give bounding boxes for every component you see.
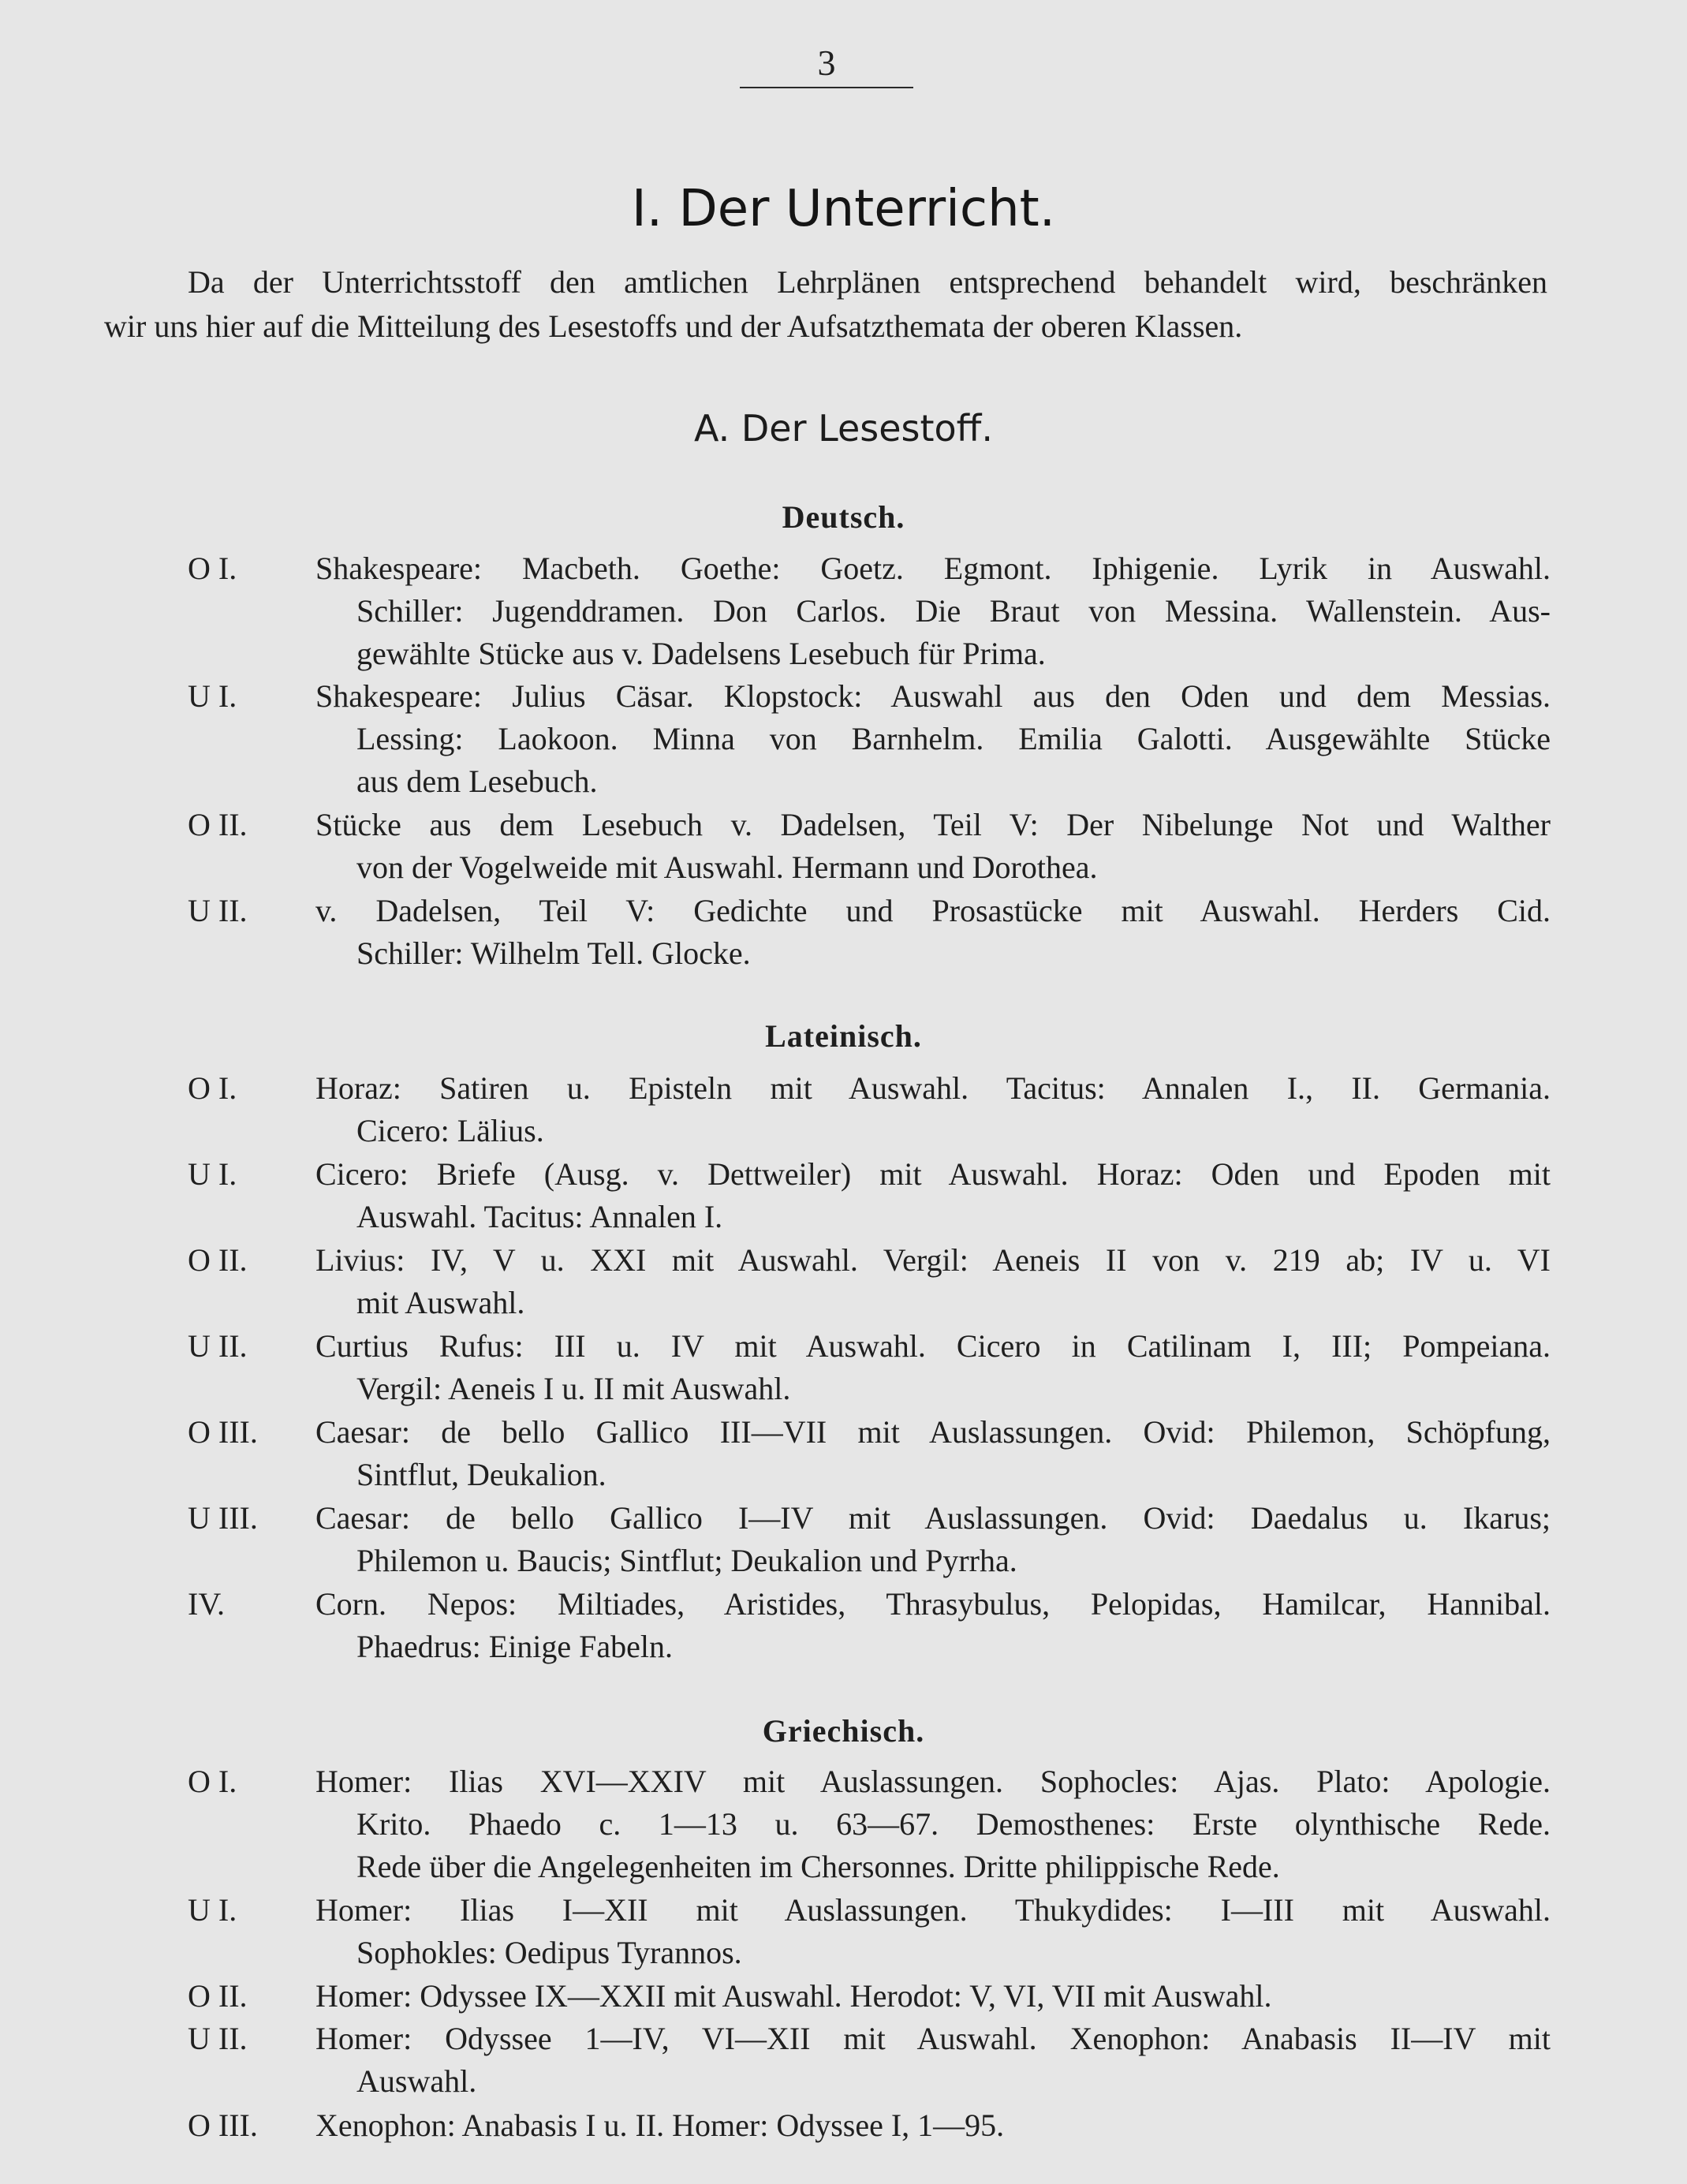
class-label: U I. [188, 678, 237, 714]
entry-text [315, 1411, 1551, 1496]
class-label: O II. [188, 807, 248, 842]
entry-line: Sophokles: Oedipus Tyrannos. [356, 1935, 742, 1970]
class-label: O I. [188, 551, 237, 586]
entry-line: Homer: Ilias XVI—XXIV mit Auslassungen. Sophocles: Ajas. Plato: Apologie. [315, 1764, 1551, 1799]
entry-text [315, 547, 1551, 675]
entry-line: Shakespeare: Macbeth. Goethe: Goetz. Egmont. Iphigenie. Lyrik in Auswahl. [315, 551, 1551, 586]
intro-line: wir uns hier auf die Mitteilung des Lesestoffs und der Aufsatzthemata der oberen Klassen. [104, 308, 1243, 344]
entry-text [315, 1760, 1551, 1888]
entry-line: Homer: Ilias I—XII mit Auslassungen. Thukydides: I—III mit Auswahl. [315, 1892, 1551, 1928]
entry-line: Schiller: Jugenddramen. Don Carlos. Die Braut von Messina. Wallenstein. Aus- [356, 593, 1551, 629]
entry-text [315, 1497, 1551, 1582]
class-label: O I. [188, 1070, 237, 1106]
entry-text [315, 1067, 1551, 1152]
entry-line: Homer: Odyssee 1—IV, VI—XII mit Auswahl. Xenophon: Anabasis II—IV mit [315, 2021, 1551, 2056]
class-label: U II. [188, 1328, 248, 1364]
entry-line: Livius: IV, V u. XXI mit Auswahl. Vergil: Aeneis II von v. 219 ab; IV u. VI [315, 1242, 1551, 1278]
entry-text [315, 1583, 1551, 1668]
page-number: 3 [740, 39, 913, 88]
section-subheading: A. Der Lesestoff. [693, 407, 993, 450]
entry-text [315, 1975, 1551, 2018]
entry-line: Stücke aus dem Lesebuch v. Dadelsen, Teil V: Der Nibelunge Not und Walther [315, 807, 1551, 842]
entry-text [315, 1889, 1551, 1974]
entry-text [315, 675, 1551, 803]
chapter-heading: I. Der Unterricht. [631, 180, 1056, 238]
entry-line: Caesar: de bello Gallico I—IV mit Auslassungen. Ovid: Daedalus u. Ikarus; [315, 1500, 1551, 1536]
class-label: O II. [188, 1242, 248, 1278]
entry-line: Cicero: Briefe (Ausg. v. Dettweiler) mit Auswahl. Horaz: Oden und Epoden mit [315, 1156, 1551, 1192]
entry-text [315, 2104, 1551, 2147]
entry-line: Horaz: Satiren u. Episteln mit Auswahl. Tacitus: Annalen I., II. Germania. [315, 1070, 1551, 1106]
entry-line: aus dem Lesebuch. [356, 763, 598, 799]
entry-line: Auswahl. Tacitus: Annalen I. [356, 1199, 723, 1234]
class-label: IV. [188, 1586, 226, 1622]
entry-line: Xenophon: Anabasis I u. II. Homer: Odyssee I, 1—95. [315, 2107, 1005, 2143]
class-label: U I. [188, 1156, 237, 1192]
class-label: O III. [188, 1414, 258, 1450]
entry-line: Caesar: de bello Gallico III—VII mit Auslassungen. Ovid: Philemon, Schöpfung, [315, 1414, 1551, 1450]
entry-line: v. Dadelsen, Teil V: Gedichte und Prosastücke mit Auswahl. Herders Cid. [315, 893, 1551, 928]
class-label: O III. [188, 2107, 258, 2143]
entry-line: Corn. Nepos: Miltiades, Aristides, Thrasybulus, Pelopidas, Hamilcar, Hannibal. [315, 1586, 1551, 1622]
class-label: O II. [188, 1978, 248, 2014]
class-label: U II. [188, 893, 248, 928]
entry-line: mit Auswahl. [356, 1285, 525, 1320]
entry-line: Vergil: Aeneis I u. II mit Auswahl. [356, 1371, 791, 1406]
entry-line: Lessing: Laokoon. Minna von Barnhelm. Emilia Galotti. Ausgewählte Stücke [356, 721, 1551, 756]
entry-line: Phaedrus: Einige Fabeln. [356, 1629, 674, 1664]
section-title-griechisch: Griechisch. [762, 1713, 925, 1749]
class-label: U III. [188, 1500, 258, 1536]
class-label: O I. [188, 1764, 237, 1799]
entry-line: Cicero: Lälius. [356, 1113, 544, 1148]
section-title-deutsch: Deutsch. [782, 499, 905, 535]
entry-line: Schiller: Wilhelm Tell. Glocke. [356, 935, 751, 971]
entry-line: Sintflut, Deukalion. [356, 1457, 606, 1492]
class-label: U II. [188, 2021, 248, 2056]
entry-text [315, 1325, 1551, 1410]
entry-text [315, 804, 1551, 889]
entry-line: Shakespeare: Julius Cäsar. Klopstock: Auswahl aus den Oden und dem Messias. [315, 678, 1551, 714]
entry-line: Curtius Rufus: III u. IV mit Auswahl. Cicero in Catilinam I, III; Pompeiana. [315, 1328, 1551, 1364]
intro-paragraph [104, 260, 1547, 349]
entry-text [315, 890, 1551, 975]
section-title-lateinisch: Lateinisch. [765, 1018, 922, 1054]
entry-line: Homer: Odyssee IX—XXII mit Auswahl. Herodot: V, VI, VII mit Auswahl. [315, 1978, 1272, 2014]
entry-line: von der Vogelweide mit Auswahl. Hermann und Dorothea. [356, 849, 1098, 885]
class-label: U I. [188, 1892, 237, 1928]
entry-text [315, 1239, 1551, 1324]
intro-line: Da der Unterrichtsstoff den amtlichen Lehrplänen entsprechend behandelt wird, beschränken [188, 264, 1547, 300]
entry-text [315, 2018, 1551, 2103]
entry-line: Rede über die Angelegenheiten im Chersonnes. Dritte philippische Rede. [356, 1849, 1280, 1884]
entry-line: gewählte Stücke aus v. Dadelsens Lesebuch für Prima. [356, 636, 1046, 671]
entry-line: Philemon u. Baucis; Sintflut; Deukalion und Pyrrha. [356, 1543, 1017, 1578]
entry-line: Krito. Phaedo c. 1—13 u. 63—67. Demosthenes: Erste olynthische Rede. [356, 1806, 1551, 1842]
entry-text [315, 1153, 1551, 1238]
entry-line: Auswahl. [356, 2063, 477, 2099]
